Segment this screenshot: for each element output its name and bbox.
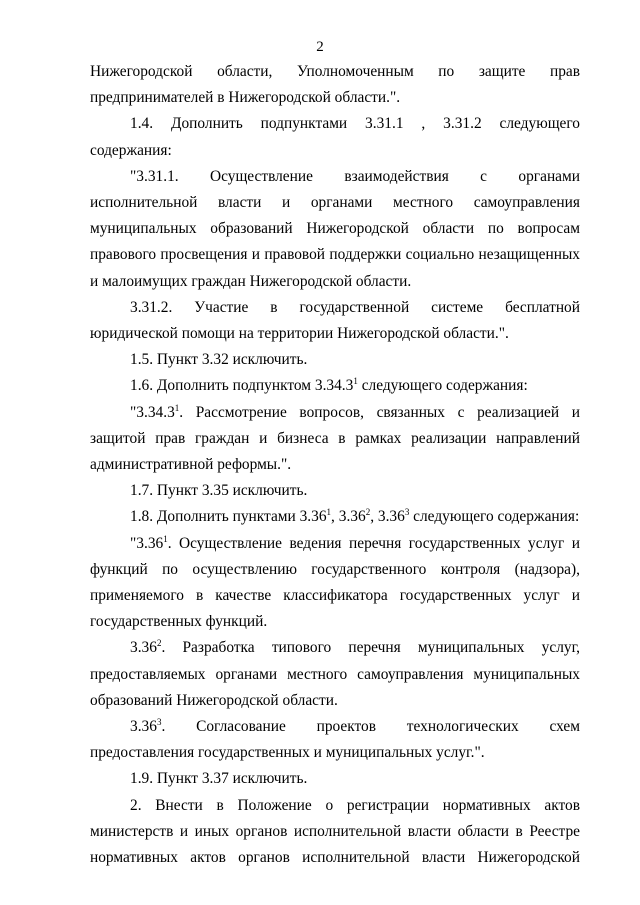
text-run: следующего содержания: bbox=[357, 377, 528, 395]
paragraph: Нижегородской области, Уполномоченным по защите прав предпринимателей в Нижегородской области.". bbox=[90, 63, 580, 107]
superscript: 1 bbox=[174, 402, 180, 413]
paragraph bbox=[90, 400, 580, 479]
text-run: "3.34.3 bbox=[130, 403, 175, 421]
superscript: 3 bbox=[404, 507, 410, 518]
superscript: 1 bbox=[163, 533, 168, 544]
paragraph bbox=[90, 504, 580, 530]
paragraph: 3.31.2. Участие в государственной системе бесплатной юридической помощи на территории Нижегородской области.". bbox=[90, 298, 580, 343]
superscript: 2 bbox=[365, 507, 371, 518]
text-run: , 3.36 bbox=[370, 508, 405, 526]
paragraph bbox=[90, 531, 580, 636]
text-run: . Осуществление ведения перечня государственных услуг и функций по осуществлению государственного контроля (надзора), применяемого в качестве классификатора государственных услуг и государственных функций. bbox=[90, 534, 580, 631]
document-body bbox=[90, 59, 580, 871]
superscript: 3 bbox=[156, 717, 162, 728]
paragraph: 2. Внести в Положение о регистрации нормативных актов министерств и иных органов исполнительной власти области в Реестре нормативных актов органов исполнительной власти Нижегородской bbox=[90, 796, 580, 867]
paragraph: 1.9. Пункт 3.37 исключить. bbox=[130, 770, 308, 788]
page-number: 2 bbox=[316, 39, 324, 55]
superscript: 2 bbox=[156, 638, 162, 649]
text-run: . Рассмотрение вопросов, связанных с реализацией и защитой прав граждан и бизнеса в рамках реализации направлений административной реформы.". bbox=[90, 403, 580, 474]
superscript: 1 bbox=[353, 376, 358, 387]
paragraph: "3.31.1. Осуществление взаимодействия с органами исполнительной власти и органами местного самоуправления муниципальных образований Нижегородской области по вопросам правового просвещения и правовой поддержки социально незащищенных и малоимущих граждан Нижегородской области. bbox=[90, 167, 580, 290]
text-run: , 3.36 bbox=[331, 508, 366, 526]
text-run: 1.8. Дополнить пунктами 3.36 bbox=[130, 508, 327, 526]
text-run: 3.36 bbox=[130, 718, 157, 736]
paragraph: 1.4. Дополнить подпунктами 3.31.1 , 3.31.2 следующего содержания: bbox=[90, 115, 580, 159]
paragraph: 1.7. Пункт 3.35 исключить. bbox=[130, 482, 308, 500]
text-run: 3.36 bbox=[130, 639, 157, 657]
paragraph bbox=[90, 714, 580, 766]
text-run: следующего содержания: bbox=[409, 508, 580, 526]
paragraph bbox=[90, 373, 580, 399]
text-run: 1.6. Дополнить подпунктом 3.34.3 bbox=[130, 377, 354, 395]
text-run: "3.36 bbox=[130, 534, 164, 552]
text-run: . Разработка типового перечня муниципальных услуг, предоставляемых органами местного самоуправления муниципальных образований Нижегородской области. bbox=[90, 639, 580, 709]
paragraph: 1.5. Пункт 3.32 исключить. bbox=[130, 351, 308, 369]
text-run: . Согласование проектов технологических схем предоставления государственных и муниципальных услуг.". bbox=[90, 718, 580, 762]
superscript: 1 bbox=[326, 507, 332, 518]
paragraph bbox=[90, 635, 580, 714]
